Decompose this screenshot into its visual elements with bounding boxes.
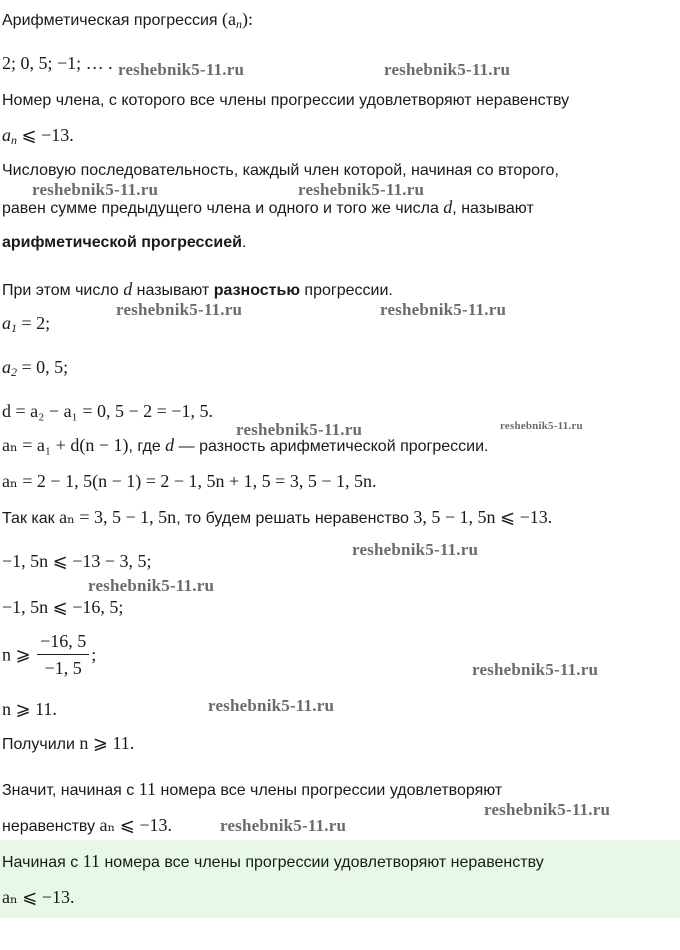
watermark: reshebnik5-11.ru: [236, 420, 363, 439]
sequence-line: 2; 0, 5; −1; … .: [2, 53, 113, 73]
conclusion-line-2: неравенству aₙ ⩽ −13.: [2, 815, 173, 835]
watermark: reshebnik5-11.ru: [472, 660, 599, 679]
a1-line: $a_1 = 2$;: [2, 313, 51, 335]
inequality-step-2: −1, 5n ⩽ −16, 5;: [2, 597, 124, 617]
watermark: reshebnik5-11.ru: [484, 800, 611, 819]
watermark: reshebnik5-11.ru: [380, 300, 507, 319]
answer-box: [0, 840, 680, 918]
a2-line: $a_2 = 0$, 5;: [2, 357, 69, 379]
definition-line-3: арифметической прогрессией.: [2, 234, 247, 251]
inequality-step-1: −1, 5n ⩽ −13 − 3, 5;: [2, 551, 152, 571]
watermark: reshebnik5-11.ru: [88, 576, 215, 595]
watermark: reshebnik5-11.ru: [352, 540, 479, 559]
definition-line-2: равен сумме предыдущего члена и одного и того же числа d, называют: [2, 197, 534, 217]
fraction: $\frac{-16, 5}{-1, 5}$: [37, 630, 89, 679]
heading-line: Арифметическая прогрессия $(a_n)$:: [2, 9, 254, 31]
definition-line-1: Числовую последовательность, каждый член которой, начиная со второго,: [2, 162, 559, 179]
watermark: reshebnik5-11.ru: [384, 60, 511, 79]
substitution-line: aₙ = 2 − 1, 5(n − 1) = 2 − 1, 5n + 1, 5 = 3, 5 − 1, 5n.: [2, 471, 377, 491]
nth-term-line: aₙ = a₁ + d(n − 1), где d — разность арифметической прогрессии.: [2, 435, 489, 455]
inequality-intro-line: Так как aₙ = 3, 5 − 1, 5n, то будем решать неравенство 3, 5 − 1, 5n ⩽ −13.: [2, 507, 553, 527]
inequality-fraction-line: n ⩾ $\frac{-16, 5}{-1, 5}$ ;: [2, 631, 97, 678]
watermark: reshebnik5-11.ru: [208, 696, 335, 715]
d-formula-line: d = a₂ − a₁ = 0, 5 − 2 = −1, 5.: [2, 401, 213, 421]
received-line: Получили n ⩾ 11.: [2, 733, 135, 753]
watermark: reshebnik5-11.ru: [298, 180, 425, 199]
watermark: reshebnik5-11.ru: [32, 180, 159, 199]
question-line: Номер члена, с которого все члены прогрессии удовлетворяют неравенству: [2, 92, 570, 109]
inequality-result: n ⩾ 11.: [2, 699, 57, 719]
difference-line: При этом число d называют разностью прогрессии.: [2, 279, 393, 299]
answer-line-1: Начиная с 11 номера все члены прогрессии удовлетворяют неравенству: [2, 851, 544, 871]
condition-line: $a_n$ ⩽ −13.: [2, 125, 74, 147]
watermark: reshebnik5-11.ru: [118, 60, 245, 79]
answer-line-2: aₙ ⩽ −13.: [2, 887, 75, 907]
watermark: reshebnik5-11.ru: [116, 300, 243, 319]
watermark: reshebnik5-11.ru: [500, 420, 583, 432]
watermark: reshebnik5-11.ru: [220, 816, 347, 835]
conclusion-line-1: Значит, начиная с 11 номера все члены прогрессии удовлетворяют: [2, 779, 503, 799]
